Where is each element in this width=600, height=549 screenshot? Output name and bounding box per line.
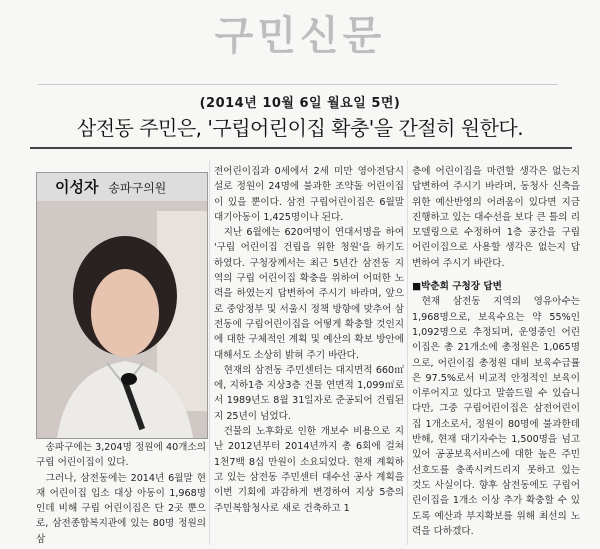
author-label xyxy=(37,173,207,201)
headline-divider xyxy=(30,147,572,149)
dateline: (2014년 10월 6일 월요일 5면) xyxy=(199,96,401,111)
column-divider xyxy=(407,160,408,545)
author-photo xyxy=(36,172,208,439)
newspaper-masthead: 구민신문 xyxy=(214,12,386,59)
author-title: 송파구의원 xyxy=(108,181,167,195)
paragraph: 현재의 삼전동 주민센터는 대지면적 660㎡에, 지하1층 지상3층 건물 연면적 1,099㎡로서 1989년도 8월 31일자로 준공되어 건립된 지 25년이 넘었다. xyxy=(214,364,404,422)
paragraph: 지난 6월에는 620여명이 연대서명을 하여 '구립 어린이집 건립을 위한 청원'을 하기도 하였다. 구청장께서는 최근 5년간 삼전동 지역의 구립 어린이집 확충을 위하여 어떠한 노력을 하였는지 답변하여 주시기 바라며, 앞으로 중앙정부 및 서울시 정책 방향에 맞추어 삼전동에 구립어린이집을 어떻게 확충할 것인지에 대한 구체적인 계획 및 예산의 확보 방안에 대해서도 소상히 밝혀 주기 바란다. xyxy=(214,227,404,361)
paragraph: 층에 어린이집을 마련할 생각은 없는지 답변하여 주시기 바라며, 동청사 신축을 위한 예산반영의 어려움이 있다면 지금 진행하고 있는 대수선을 보다 큰 틀의 리모델링으로 수정하여 1층 공간을 구립 어린이집으로 사용할 생각은 없는지 답변하여 주시기 바란다. xyxy=(412,166,580,269)
column-divider xyxy=(209,160,210,545)
portrait-illustration xyxy=(37,201,207,438)
column-2 xyxy=(214,164,404,516)
column-3 xyxy=(412,164,580,539)
article-headline: 삼전동 주민은, '구립어린이집 확충'을 간절히 원한다. xyxy=(76,116,524,140)
author-name: 이성자 xyxy=(55,178,99,196)
answer-subhead: ■박춘희 구청장 답변 xyxy=(412,281,502,293)
paragraph: 그러나, 삼전동에는 2014년 6월말 현재 어린이집 입소 대상 아동이 1,968명인데 비해 구립 어린이집은 단 2곳 뿐으로, 삼전종합복지관에 있는 80명 정원의 삼 xyxy=(36,472,206,545)
masthead-divider xyxy=(38,84,558,85)
paragraph: 전어린이집과 0세에서 2세 미만 영아전담시설로 정원이 24명에 불과한 조약돌 어린이집이 있을 뿐이다. 삼전 구립어린이집은 6월말 대기아동이 1,425명이나 된다. xyxy=(214,166,404,223)
paragraph: 송파구에는 3,204명 정원에 40개소의 구립 어린이집이 있다. xyxy=(36,442,206,469)
paragraph: 건물의 노후화로 인한 개보수 비용으로 지난 2012년부터 2014년까지 총 6회에 걸쳐 1천7백 8십 만원이 소요되었다. 현재 계획하고 있는 삼전동 주민센터 대수선 공사 계획을 이번 기회에 과감하게 변경하여 지상 5층의 주민복합청사로 새로 건축하고 1 xyxy=(214,426,404,514)
paragraph: 현재 삼전동 지역의 영유아수는 1,968명으로, 보육수요는 약 55%인 1,092명으로 추정되며, 운영중인 어린이집은 총 21개소에 총정원은 1,065명으로, 어린이집 총정원 대비 보육수급률은 97.5%로서 비교적 안정적인 보육이 이루어지고 있다고 말씀드릴 수 있습니다만, 그중 구립어린이집은 삼전어린이집 1개소로서, 정원이 80명에 불과한데 반해, 현재 대기자수는 1,500명을 넘고 있어 공공보육서비스에 대한 높은 주민 선호도를 충족시켜드리지 못하고 있는 것도 사실이다. 향후 삼전동에도 구립어린이집을 1개소 이상 추가 확충할 수 있도록 예산과 부지확보를 위해 최선의 노력을 다하겠다. xyxy=(412,296,580,537)
column-1 xyxy=(36,440,206,547)
